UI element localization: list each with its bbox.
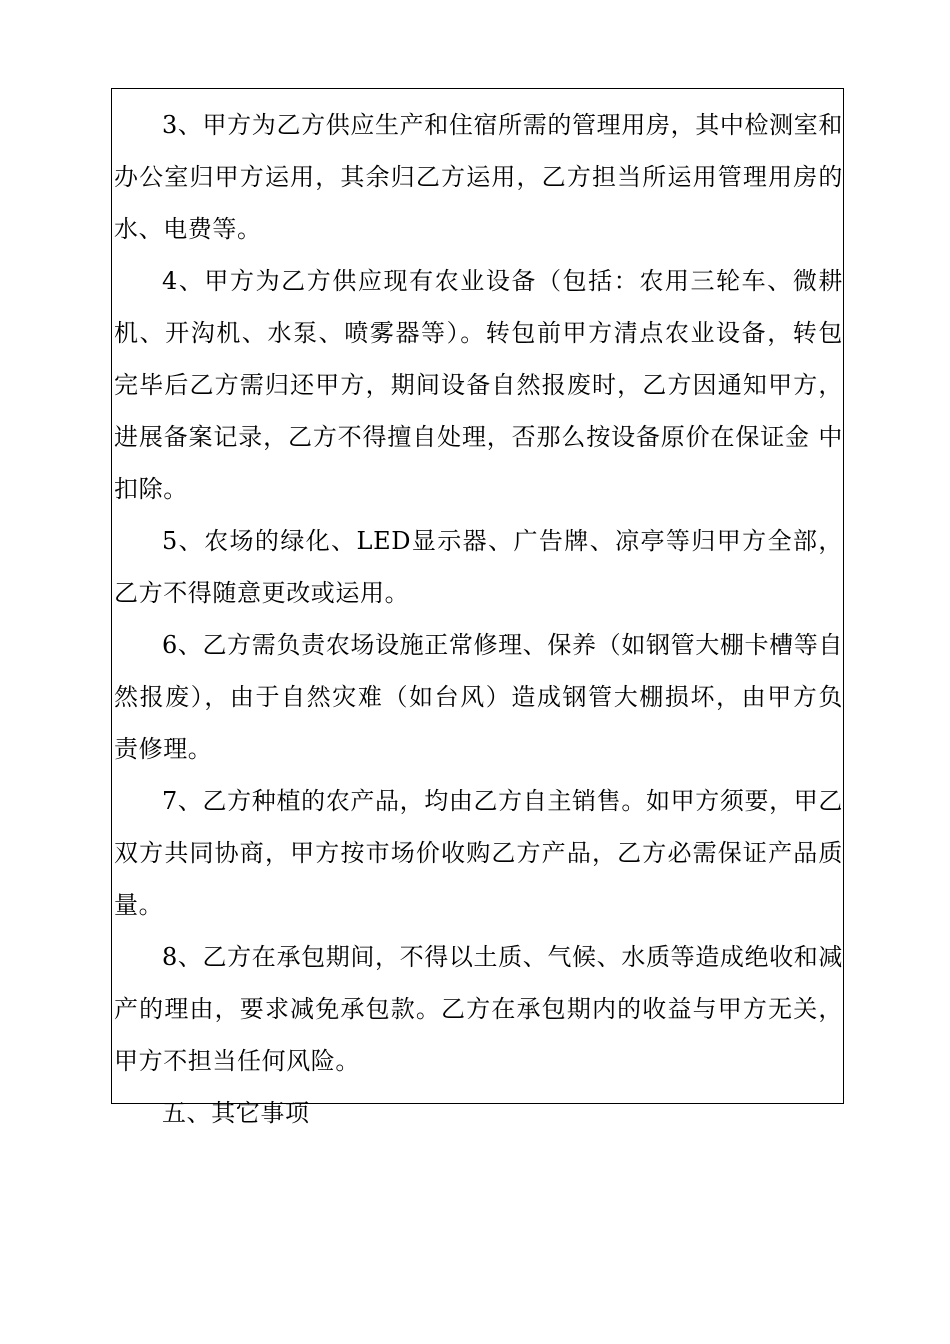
clause-5: 5、农场的绿化、LED显示器、广告牌、凉亭等归甲方全部，乙方不得随意更改或运用。 xyxy=(114,527,843,607)
clause-8: 8、乙方在承包期间，不得以土质、气候、水质等造成绝收和减产的理由，要求减免承包款。乙方在承包期内的收益与甲方无关，甲方不担当任何风险。 xyxy=(114,943,843,1075)
clause-6: 6、乙方需负责农场设施正常修理、保养（如钢管大棚卡槽等自然报废），由于自然灾难（如台风）造成钢管大棚损坏，由甲方负 责修理。 xyxy=(114,631,843,763)
clause-3: 3、甲方为乙方供应生产和住宿所需的管理用房，其中检测室和办公室归甲方运用，其余归乙方运用，乙方担当所运用管理用房的水、电费等。 xyxy=(114,111,843,243)
document-frame xyxy=(111,88,844,1127)
section-heading-other-matters: 五、其它事项 xyxy=(162,1099,310,1127)
clause-4: 4、甲方为乙方供应现有农业设备（包括：农用三轮车、微耕机、开沟机、水泵、喷雾器等）。转包前甲方清点农业设备，转包 完毕后乙方需归还甲方，期间设备自然报废时，乙方因通知甲方， 进展备案记录，乙方不得擅自处理，否那么按设备原价在保证金 中扣除。 xyxy=(114,267,843,503)
clause-7: 7、乙方种植的农产品，均由乙方自主销售。如甲方须要，甲乙双方共同协商，甲方按市场价收购乙方产品，乙方必需保证产品质量。 xyxy=(114,787,843,919)
